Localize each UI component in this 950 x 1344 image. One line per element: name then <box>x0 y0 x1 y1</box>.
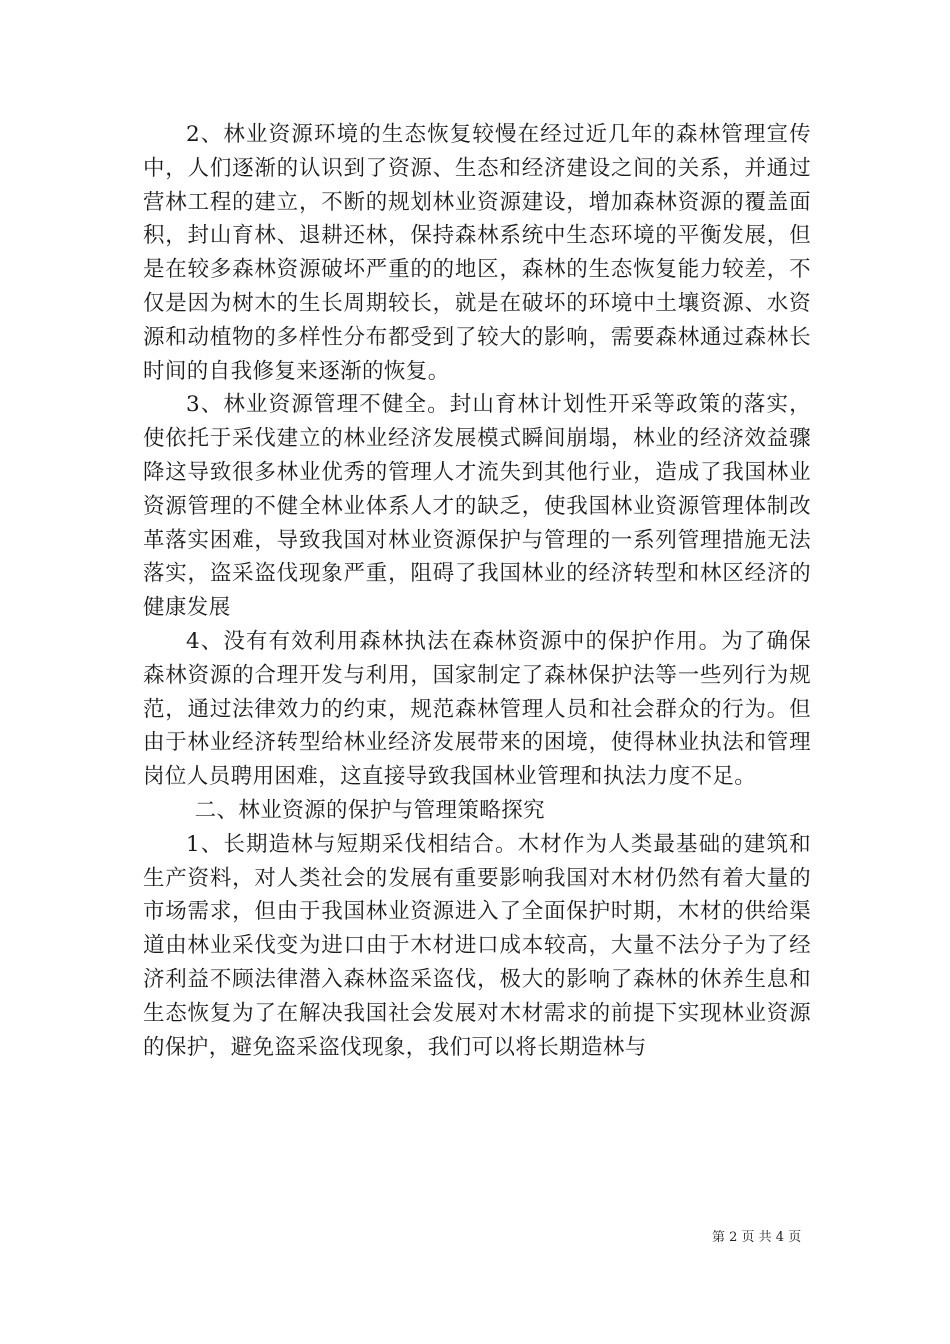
paragraph-forest-recovery: 2、林业资源环境的生态恢复较慢在经过近几年的森林管理宣传中，人们逐渐的认识到了资源、生态和经济建设之间的关系，并通过营林工程的建立，不断的规划林业资源建设，增加森林资源的覆盖面积，封山育林、退耕还林，保持森林系统中生态环境的平衡发展，但是在较多森林资源破坏严重的的地区，森林的生态恢复能力较差，不仅是因为树木的生长周期较长，就是在破坏的环境中土壤资源、水资源和动植物的多样性分布都受到了较大的影响，需要森林通过森林长时间的自我修复来逐渐的恢复。 <box>143 122 811 384</box>
paragraph-management-deficiency: 3、林业资源管理不健全。封山育林计划性开采等政策的落实，使依托于采伐建立的林业经济发展模式瞬间崩塌，林业的经济效益骤降这导致很多林业优秀的管理人才流失到其他行业，造成了我国林业资源管理的不健全林业体系人才的缺乏，使我国林业资源管理体制改革落实困难，导致我国对林业资源保护与管理的一系列管理措施无法落实，盗采盗伐现象严重，阻碍了我国林业的经济转型和林区经济的健康发展 <box>143 392 811 621</box>
document-body <box>143 118 811 1064</box>
paragraph-law-enforcement: 4、没有有效利用森林执法在森林资源中的保护作用。为了确保森林资源的合理开发与利用，国家制定了森林保护法等一些列行为规范，通过法律效力的约束，规范森林管理人员和社会群众的行为。但由于林业经济转型给林业经济发展带来的困境，使得林业执法和管理岗位人员聘用困难，这直接导致我国林业管理和执法力度不足。 <box>143 628 811 790</box>
paragraph-afforestation-logging: 1、长期造林与短期采伐相结合。木材作为人类最基础的建筑和生产资料，对人类社会的发展有重要影响我国对木材仍然有着大量的市场需求，但由于我国林业资源进入了全面保护时期，木材的供给渠道由林业采伐变为进口由于木材进口成本较高，大量不法分子为了经济利益不顾法律潜入森林盗采盗伐，极大的影响了森林的休养生息和生态恢复为了在解决我国社会发展对木材需求的前提下实现林业资源的保护，避免盗采盗伐现象，我们可以将长期造林与 <box>143 831 811 1060</box>
page-number-footer: 第 2 页 共 4 页 <box>712 1230 802 1245</box>
section-heading-strategies: 二、林业资源的保护与管理策略探究 <box>194 797 545 823</box>
